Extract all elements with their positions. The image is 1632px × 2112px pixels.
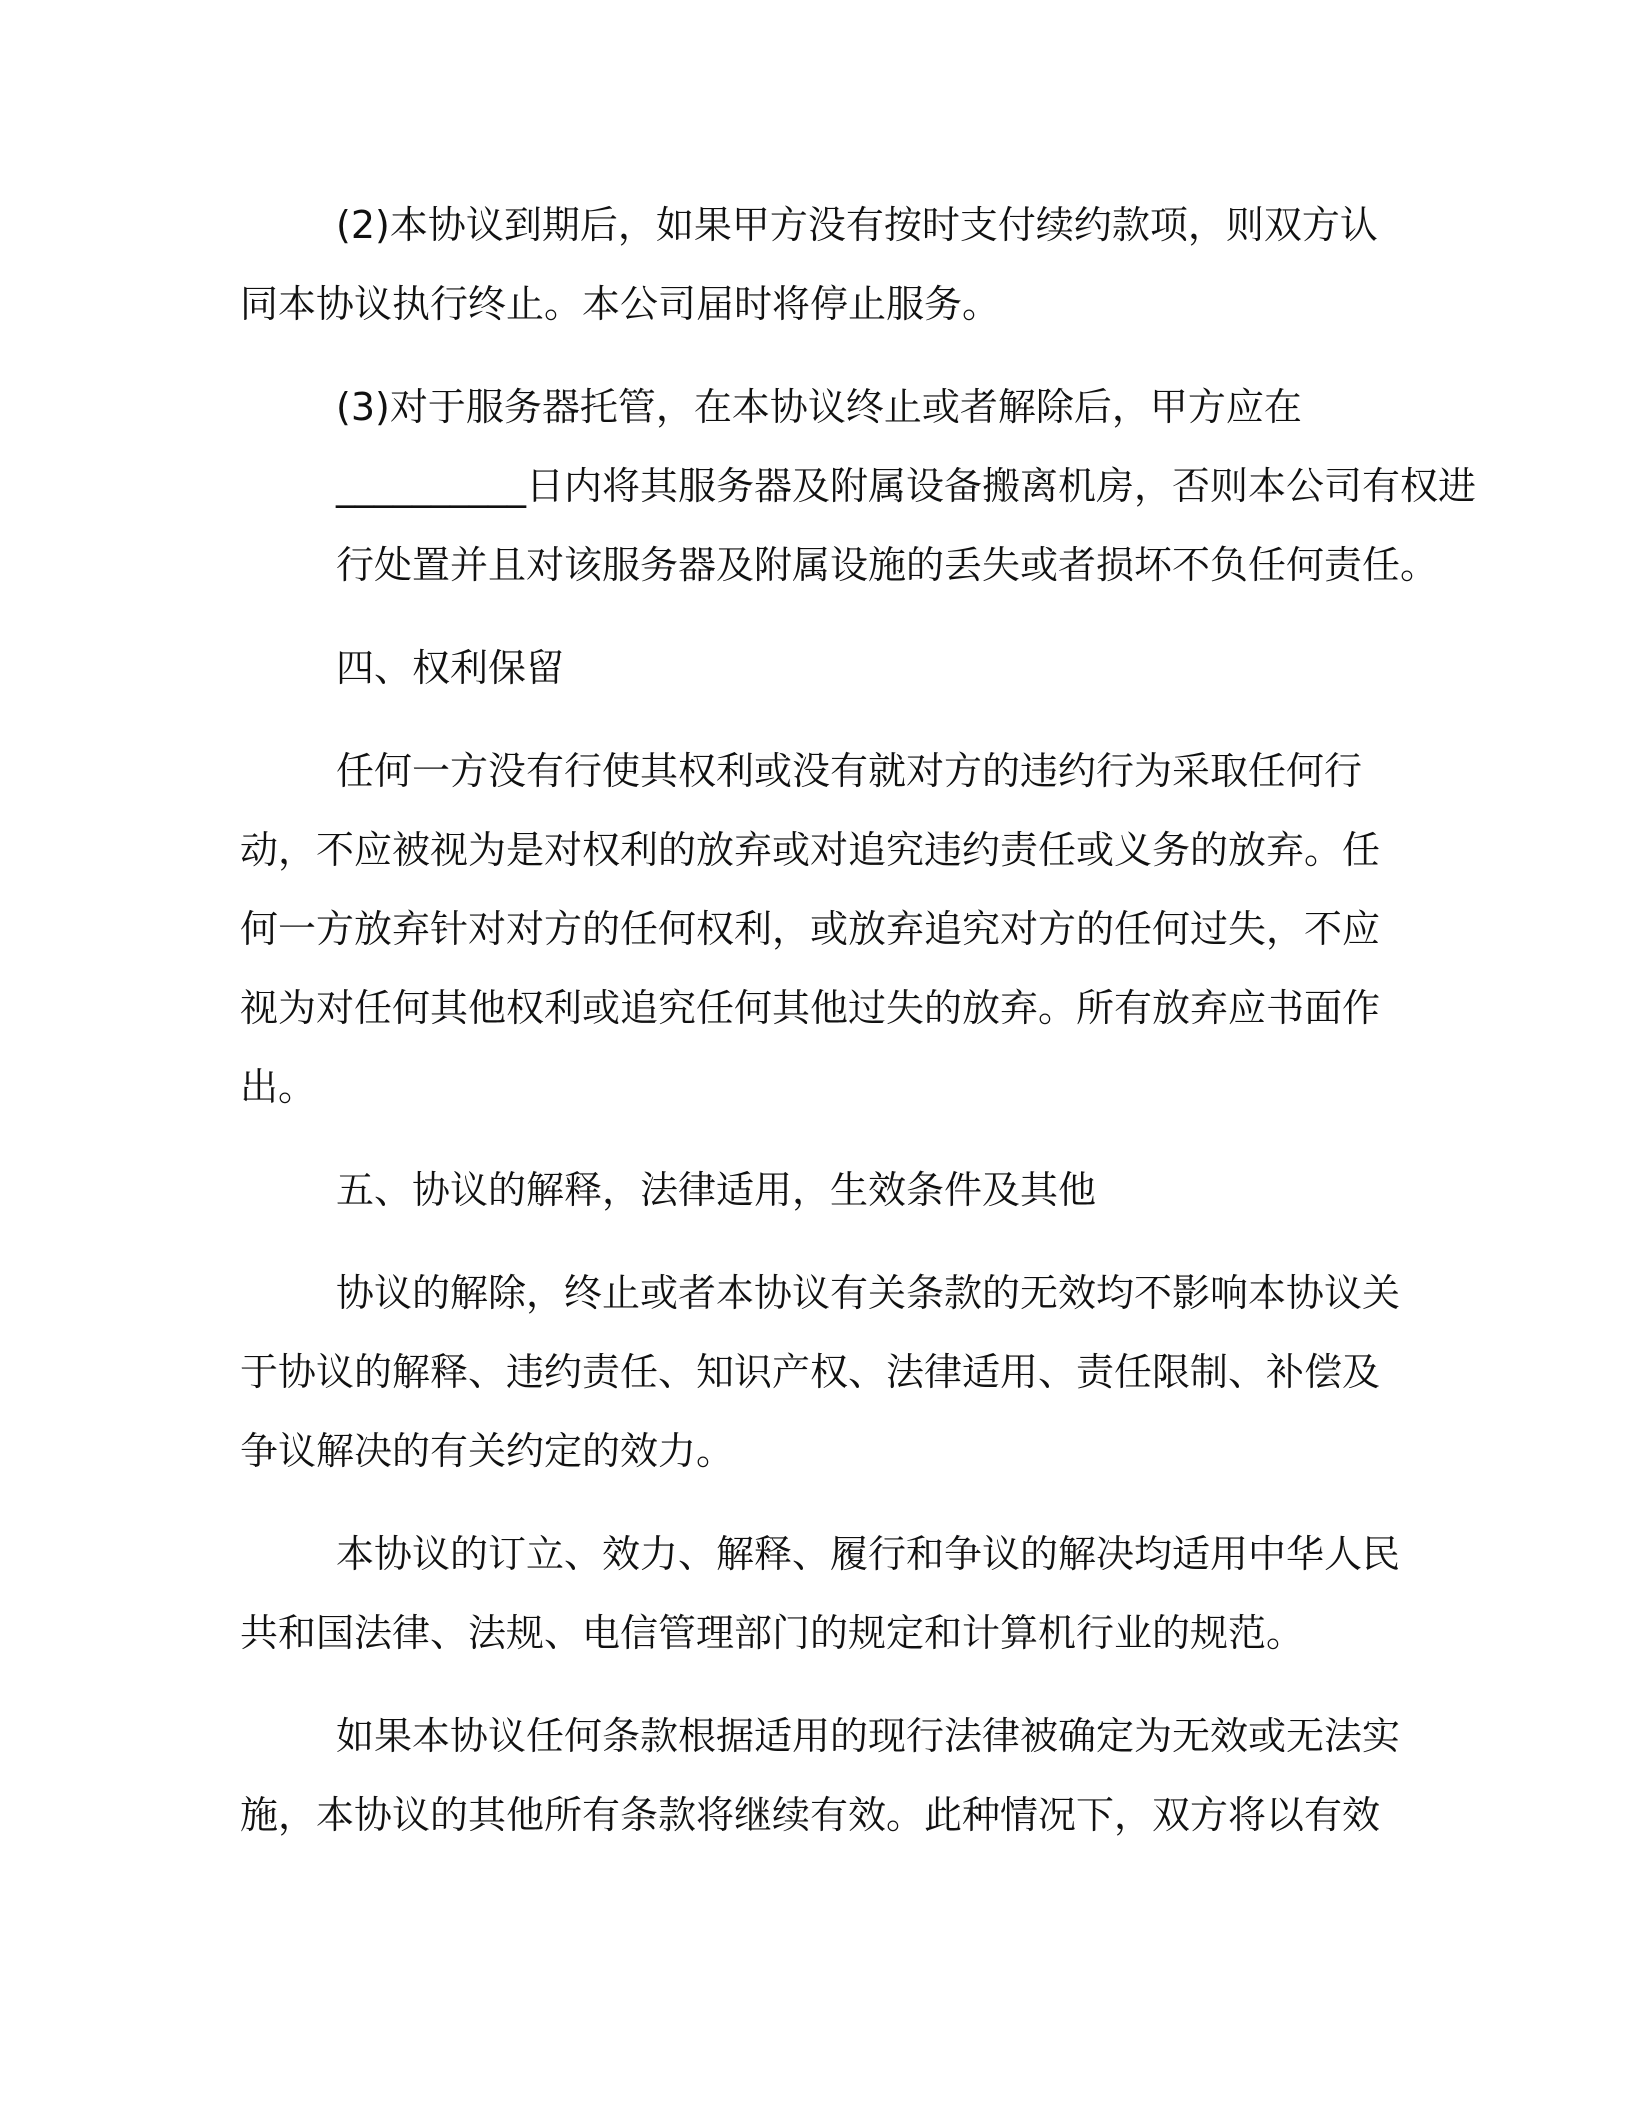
section-5-paragraph-2: 本协议的订立、效力、解释、履行和争议的解决均适用中华人民共和国法律、法规、电信管理部门的规定和计算机行业的规范。 [240,1532,1401,1655]
section-5-heading: 五、协议的解释，法律适用，生效条件及其他 [336,1168,1097,1212]
document-body [240,186,1477,1855]
clause-3-3-line-3: 行处置并且对该服务器及附属设施的丢失或者损坏不负任何责任。 [336,543,1439,587]
clause-3-3-line-1: (3)对于服务器托管，在本协议终止或者解除后，甲方应在 [336,385,1302,429]
section-5-paragraph-3: 如果本协议任何条款根据适用的现行法律被确定为无效或无法实施，本协议的其他所有条款将继续有效。此种情况下，双方将以有效 [240,1714,1401,1837]
section-5-paragraph-1: 协议的解除，终止或者本协议有关条款的无效均不影响本协议关于协议的解释、违约责任、知识产权、法律适用、责任限制、补偿及争议解决的有关约定的效力。 [240,1271,1401,1473]
clause-3-2-paragraph: (2)本协议到期后，如果甲方没有按时支付续约款项，则双方认同本协议执行终止。本公司届时将停止服务。 [240,203,1378,326]
clause-3-3-line-2: __________日内将其服务器及附属设备搬离机房，否则本公司有权进 [336,464,1477,508]
section-4-heading: 四、权利保留 [336,646,565,690]
clause-3-3-paragraph [240,368,1477,605]
section-4-body-paragraph: 任何一方没有行使其权利或没有就对方的违约行为采取任何行动，不应被视为是对权利的放弃或对追究违约责任或义务的放弃。任何一方放弃针对对方的任何权利，或放弃追究对方的任何过失，不应视为对任何其他权利或追究任何其他过失的放弃。所有放弃应书面作出。 [240,749,1381,1109]
